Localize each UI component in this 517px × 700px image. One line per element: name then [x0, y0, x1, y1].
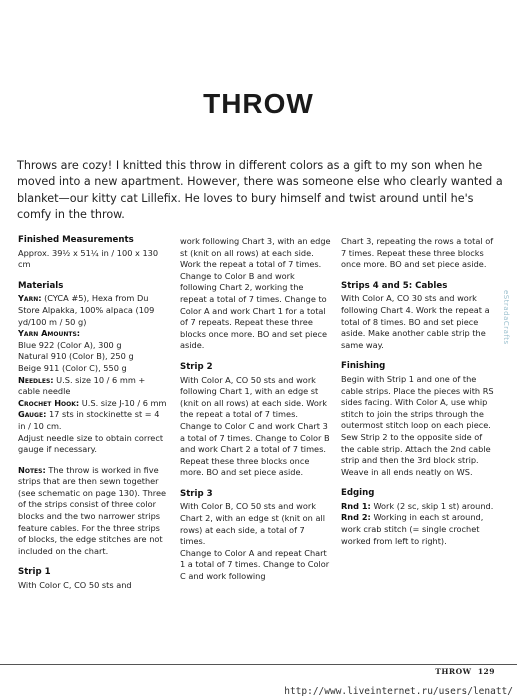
page-title: THROW: [203, 88, 314, 119]
gauge-label: Gauge:: [18, 409, 47, 420]
yarn-label: Yarn:: [18, 293, 42, 304]
strip2-text-2: Change to Color C and work Chart 3 a total of 7 times. Change to Color B and work Chart 2 a total of 7 times. Repeat these three blocks once more. BO and set piece aside.: [180, 420, 330, 478]
page-footer: [435, 667, 495, 676]
source-url: http://www.liveinternet.ru/users/lenatt/: [284, 686, 513, 697]
strip3-continued: Chart 3, repeating the rows a total of 7 times. Repeat these three blocks once more. BO and set piece aside.: [341, 236, 494, 270]
rnd2-text: Working in each st around, work crab stitch (= single crochet worked from left to right).: [341, 512, 484, 546]
notes-line: [18, 465, 168, 558]
rnd1-line: [341, 501, 497, 513]
needles-line: [18, 375, 168, 398]
column-2: [180, 236, 332, 583]
rnd2-label: Rnd 2:: [341, 512, 371, 523]
needles-label: Needles:: [18, 374, 54, 385]
yarn-line: [18, 293, 168, 328]
strip1-continued: work following Chart 3, with an edge st (knit on all rows) at each side. Work the repeat a total of 7 times.: [180, 236, 331, 270]
materials-heading: Materials: [18, 280, 64, 291]
strip1-text: With Color C, CO 50 sts and: [18, 580, 132, 591]
hook-text: U.S. size J-10 / 6 mm: [81, 397, 167, 408]
strip1-continued-2: Change to Color B and work following Chart 2, working the repeat a total of 7 times. Change to Color A and work Chart 1 for a total of 7 repeats. Repeat these three blocks once more. BO and set piece aside.: [180, 270, 328, 351]
strip3-text-2: Change to Color A and repeat Chart 1 a total of 7 times. Change to Color C and work following: [180, 547, 330, 582]
strip3-heading: Strip 3: [180, 488, 213, 499]
amount-color-b: Natural 910 (Color B), 250 g: [18, 351, 134, 362]
edging-heading: Edging: [341, 488, 375, 499]
strip2-heading: Strip 2: [180, 361, 213, 372]
yarn-amounts-label: Yarn Amounts:: [18, 328, 81, 339]
yarn-amounts-line: [18, 328, 168, 340]
gauge-line: [18, 409, 168, 432]
hook-line: [18, 398, 168, 410]
notes-text: The throw is worked in five strips that are then sewn together (see schematic on page 130). Three of the strips consist of three color blocks and the two narrower strips feature cables. For the three strips of blocks, the edge stitches are not included on the chart.: [18, 464, 167, 556]
finishing-text: Begin with Strip 1 and one of the cable strips. Place the pieces with RS sides facing. With Color A, use whip stitch to join the strips through the outermost stitch loop on each piece. Sew Strip 2 to the opposite side of the cable strip. Attach the 2nd cable strip and then the 3rd block strip. Weave in all ends neatly on WS.: [341, 373, 494, 477]
gauge-text: 17 sts in stockinette st = 4 in / 10 cm.: [18, 409, 160, 431]
strips-4-5-heading: Strips 4 and 5: Cables: [341, 280, 448, 291]
finishing-heading: Finishing: [341, 361, 386, 372]
strips-4-5-text: With Color A, CO 30 sts and work following Chart 4. Work the repeat a total of 8 times. BO and set piece aside. Make another cable strip the same way.: [341, 293, 490, 350]
finished-measurements-heading: Finished Measurements: [18, 235, 134, 245]
footer-section: THROW: [435, 667, 472, 676]
page-number: 129: [477, 667, 495, 676]
strip2-text: With Color A, CO 50 sts and work following Chart 1, with an edge st (knit on all rows) at each side. Work the repeat a total of 7 times.: [180, 374, 328, 420]
rnd1-text: Work (2 sc, skip 1 st) around.: [373, 500, 494, 511]
rnd2-line: [341, 512, 497, 547]
finished-measurements-text: Approx. 39½ x 51¼ in / 100 x 130 cm: [18, 247, 159, 270]
yarn-text: (CYCA #5), Hexa from Du Store Alpakka, 100% alpaca (109 yd/100 m / 50 g): [18, 293, 155, 327]
rnd1-label: Rnd 1:: [341, 500, 371, 511]
needles-text: U.S. size 10 / 6 mm + cable needle: [18, 374, 146, 397]
watermark: eStradaCrafts: [502, 290, 510, 345]
amount-color-a: Blue 922 (Color A), 300 g: [18, 339, 122, 350]
strip1-heading: Strip 1: [18, 567, 51, 578]
notes-label: Notes:: [18, 464, 46, 475]
amount-color-c: Beige 911 (Color C), 550 g: [18, 362, 127, 373]
strip3-text: With Color B, CO 50 sts and work Chart 2, with an edge st (knit on all rows) at each side, a total of 7 times.: [180, 501, 326, 547]
intro-paragraph: Throws are cozy! I knitted this throw in different colors as a gift to my son when he moved into a new apartment. However, there was someone else who clearly wanted a blanket—our kitty cat Lillefix. He loves to bury himself and twist around until he's comfy in the throw.: [17, 159, 503, 222]
footer-rule: [0, 664, 517, 665]
column-1: [18, 235, 168, 592]
gauge-note: Adjust needle size to obtain correct gauge if necessary.: [18, 432, 164, 455]
column-3: [341, 236, 497, 547]
hook-label: Crochet Hook:: [18, 397, 80, 408]
